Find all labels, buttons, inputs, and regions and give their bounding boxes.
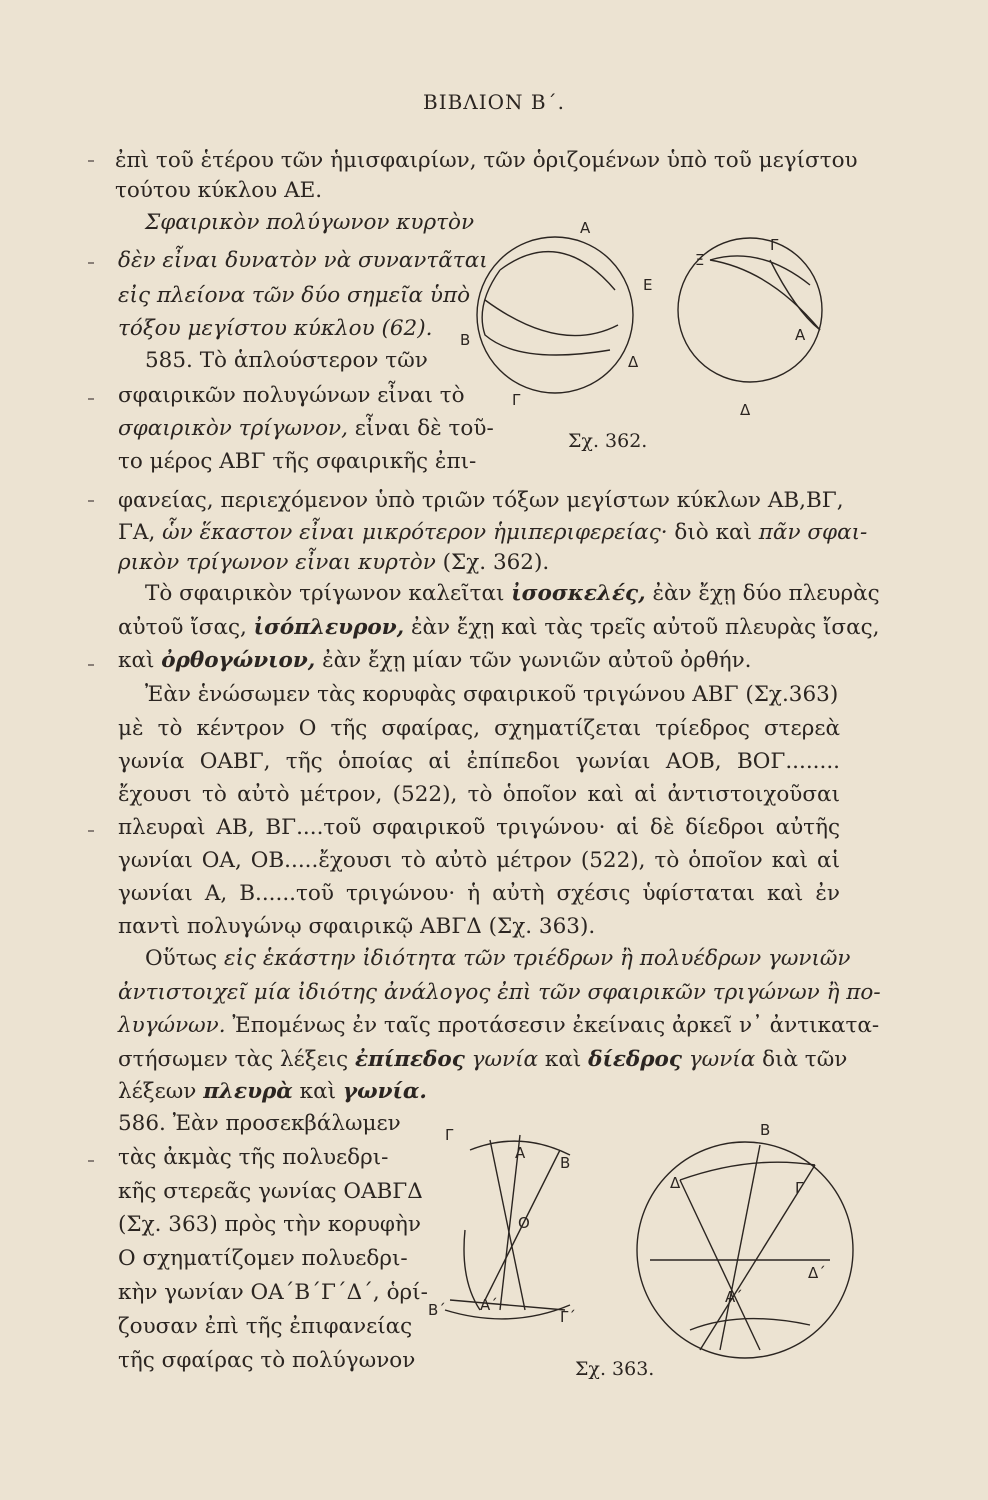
arc-great-circle xyxy=(464,1230,480,1310)
text-span: ἐὰν ἔχῃ μίαν τῶν γωνιῶν αὐτοῦ ὀρθήν. xyxy=(315,648,752,673)
label-B2: Β xyxy=(760,1121,771,1139)
margin-mark xyxy=(88,664,94,666)
text-line: παντὶ πολυγώνῳ σφαιρικῷ ΑΒΓΔ (Σχ. 363). xyxy=(118,914,596,939)
figure-caption: Σχ. 362. xyxy=(568,430,648,452)
figure-362 xyxy=(440,215,860,465)
text-line: κὴν γωνίαν ΟΑ΄Β΄Γ΄Δ΄, ὁρί- xyxy=(118,1280,428,1305)
text-line: γωνίαι Α, Β......τοῦ τριγώνου· ἡ αὐτὴ σχέσις ὑφίσταται καὶ ἐν xyxy=(118,881,840,906)
text-span: ἐὰν ἔχῃ δύο πλευρὰς xyxy=(645,581,880,606)
text-span: στήσωμεν τὰς λέξεις xyxy=(118,1047,356,1072)
arc-great-circle xyxy=(770,260,820,330)
text-span: εἰς ἑκάστην ἰδιότητα τῶν τριέδρων ἢ πολυέδρων γωνιῶν xyxy=(224,946,851,971)
margin-mark xyxy=(88,500,94,502)
label-G2: Γ xyxy=(795,1179,804,1197)
term-spherical-triangle: σφαιρικὸν τρίγωνον, xyxy=(118,416,348,441)
text-span: ὧν ἕκαστον εἶναι μικρότερον ἡμιπεριφερείας· xyxy=(162,520,668,545)
text-line: Ἐὰν ἑνώσωμεν τὰς κορυφὰς σφαιρικοῦ τριγώνου ΑΒΓ (Σχ.363) xyxy=(145,682,839,707)
label-B: Β xyxy=(460,331,471,349)
text-line: 586. Ἐὰν προσεκβάλωμεν xyxy=(118,1111,401,1136)
text-span: ΓΑ, xyxy=(118,520,163,545)
text-span: Ἐπομένως ἐν ταῖς προτάσεσιν ἐκείναις ἀρκεῖ ν᾽ ἀντικατα- xyxy=(225,1013,880,1038)
text-line xyxy=(118,522,867,544)
text-span: (Σχ. 362). xyxy=(435,550,550,575)
margin-mark xyxy=(88,398,94,400)
margin-mark xyxy=(88,830,94,832)
text-line xyxy=(118,1081,427,1103)
theorem-line: τόξου μεγίστου κύκλου (62). xyxy=(118,316,433,341)
page-header: ΒΙΒΛΙΟΝ Β΄. xyxy=(423,90,565,114)
term-side: πλευρὰ xyxy=(203,1079,293,1104)
text-span: λέξεων xyxy=(118,1079,204,1104)
text-line xyxy=(145,948,851,970)
text-line: ἔχουσι τὸ αὐτὸ μέτρον, (522), τὸ ὁποῖον καὶ αἱ ἀντιστοιχοῦσαι xyxy=(118,782,840,807)
text-line xyxy=(118,650,752,672)
text-line: τούτου κύκλου ΑΕ. xyxy=(115,178,323,203)
text-line: φανείας, περιεχόμενον ὑπὸ τριῶν τόξων μεγίστων κύκλων ΑΒ,ΒΓ, xyxy=(118,488,844,513)
label-G: Γ xyxy=(512,391,521,409)
text-span: λυγώνων. xyxy=(118,1013,226,1038)
term-plane: ἐπίπεδος xyxy=(355,1047,465,1072)
text-line: το μέρος ΑΒΓ τῆς σφαιρικῆς ἐπι- xyxy=(118,449,477,474)
label-Ap2: Α΄ xyxy=(725,1288,743,1306)
theorem-line: εἰς πλείονα τῶν δύο σημεῖα ὑπὸ xyxy=(118,283,471,308)
term-isosceles: ἰσοσκελές, xyxy=(511,581,646,606)
label-Gp: Γ΄ xyxy=(560,1308,576,1326)
term-equilateral: ἰσόπλευρον, xyxy=(253,615,405,640)
edge-line xyxy=(450,1300,565,1310)
text-span: καὶ xyxy=(538,1047,589,1072)
text-line xyxy=(118,617,880,639)
text-span: διὸ καὶ xyxy=(667,520,759,545)
term-dihedral: δίεδρος xyxy=(588,1047,682,1072)
sphere-circle xyxy=(477,237,633,393)
label-B: Β xyxy=(560,1154,571,1172)
text-line: ζουσαν ἐπὶ τῆς ἐπιφανείας xyxy=(118,1314,413,1339)
label-A: Α xyxy=(580,219,591,237)
arc-great-circle xyxy=(680,1162,815,1180)
label-G2: Γ xyxy=(770,236,779,254)
label-Ap: Α΄ xyxy=(480,1296,498,1314)
arc-great-circle xyxy=(445,1305,570,1319)
label-E: Ε xyxy=(643,276,653,294)
figure-363 xyxy=(420,1110,860,1390)
margin-mark xyxy=(88,160,94,162)
text-line: γωνίαι ΟΑ, ΟΒ.....ἔχουσι τὸ αὐτὸ μέτρον (522), τὸ ὁποῖον καὶ αἱ xyxy=(118,848,840,873)
text-line: ἀντιστοιχεῖ μία ἰδιότης ἀνάλογος ἐπὶ τῶν σφαιρικῶν τριγώνων ἢ πο- xyxy=(118,980,881,1005)
label-Bp: Β΄ xyxy=(428,1301,446,1319)
text-line: ἐπὶ τοῦ ἑτέρου τῶν ἡμισφαιρίων, τῶν ὁριζομένων ὑπὸ τοῦ μεγίστου xyxy=(115,148,858,173)
text-span: πᾶν σφαι- xyxy=(758,520,868,545)
label-Dp: Δ΄ xyxy=(808,1264,826,1282)
text-line: σφαιρικῶν πολυγώνων εἶναι τὸ xyxy=(118,383,465,408)
margin-mark xyxy=(88,262,94,264)
label-D2: Δ xyxy=(740,401,751,419)
term-right-angled: ὀρθογώνιον, xyxy=(161,648,316,673)
theorem-line: δὲν εἶναι δυνατὸν νὰ συναντᾶται xyxy=(118,248,488,273)
margin-mark xyxy=(88,1160,94,1162)
label-A2: Α xyxy=(795,326,806,344)
text-span: αὐτοῦ ἴσας, xyxy=(118,615,254,640)
text-line: κῆς στερεᾶς γωνίας ΟΑΒΓΔ xyxy=(118,1179,423,1204)
label-O: Ο xyxy=(518,1214,530,1232)
text-line: (Σχ. 363) πρὸς τὴν κορυφὴν xyxy=(118,1212,421,1237)
arc-great-circle xyxy=(482,270,610,355)
label-Xi: Ξ xyxy=(695,251,705,269)
text-line xyxy=(145,583,880,605)
label-A: Α xyxy=(515,1144,526,1162)
text-span: ρικὸν τρίγωνον εἶναι κυρτὸν xyxy=(118,550,436,575)
text-line: γωνία ΟΑΒΓ, τῆς ὁποίας αἱ ἐπίπεδοι γωνίαι ΑΟΒ, ΒΟΓ........ xyxy=(118,749,840,774)
text-span: Τὸ σφαιρικὸν τρίγωνον καλεῖται xyxy=(145,581,512,606)
label-D: Δ xyxy=(670,1174,681,1192)
text-span: διὰ τῶν xyxy=(755,1047,848,1072)
text-span: Οὕτως xyxy=(145,946,224,971)
text-line: πλευραὶ ΑΒ, ΒΓ....τοῦ σφαιρικοῦ τριγώνου· αἱ δὲ δίεδροι αὐτῆς xyxy=(118,815,840,840)
text-line: τῆς σφαίρας τὸ πολύγωνον xyxy=(118,1348,416,1373)
text-span: καὶ xyxy=(292,1079,343,1104)
text-line: τὰς ἀκμὰς τῆς πολυεδρι- xyxy=(118,1145,389,1170)
text-line xyxy=(118,552,549,574)
arc-great-circle xyxy=(710,260,820,330)
label-G: Γ xyxy=(445,1126,454,1144)
text-line: 585. Τὸ ἁπλούστερον τῶν xyxy=(145,348,428,373)
arc-great-circle xyxy=(710,256,810,285)
text-line: μὲ τὸ κέντρον Ο τῆς σφαίρας, σχηματίζεται τρίεδρος στερεὰ xyxy=(118,716,840,741)
arc-great-circle xyxy=(485,300,618,336)
text-line xyxy=(118,1049,847,1071)
text-line xyxy=(118,418,494,440)
text-span: γωνία xyxy=(464,1047,539,1072)
term-angle: γωνία. xyxy=(342,1079,427,1104)
label-D: Δ xyxy=(628,353,639,371)
text-span: ἐὰν ἔχῃ καὶ τὰς τρεῖς αὐτοῦ πλευρὰς ἴσας, xyxy=(404,615,880,640)
text-line: Ο σχηματίζομεν πολυεδρι- xyxy=(118,1246,408,1271)
figure-caption: Σχ. 363. xyxy=(575,1358,655,1380)
text-span: γωνία xyxy=(682,1047,756,1072)
text-span: καὶ xyxy=(118,648,162,673)
theorem-line: Σφαιρικὸν πολύγωνον κυρτὸν xyxy=(145,210,475,235)
text-span: εἶναι δὲ τοῦ- xyxy=(347,416,494,441)
text-line xyxy=(118,1015,879,1037)
arc-great-circle xyxy=(500,252,615,290)
